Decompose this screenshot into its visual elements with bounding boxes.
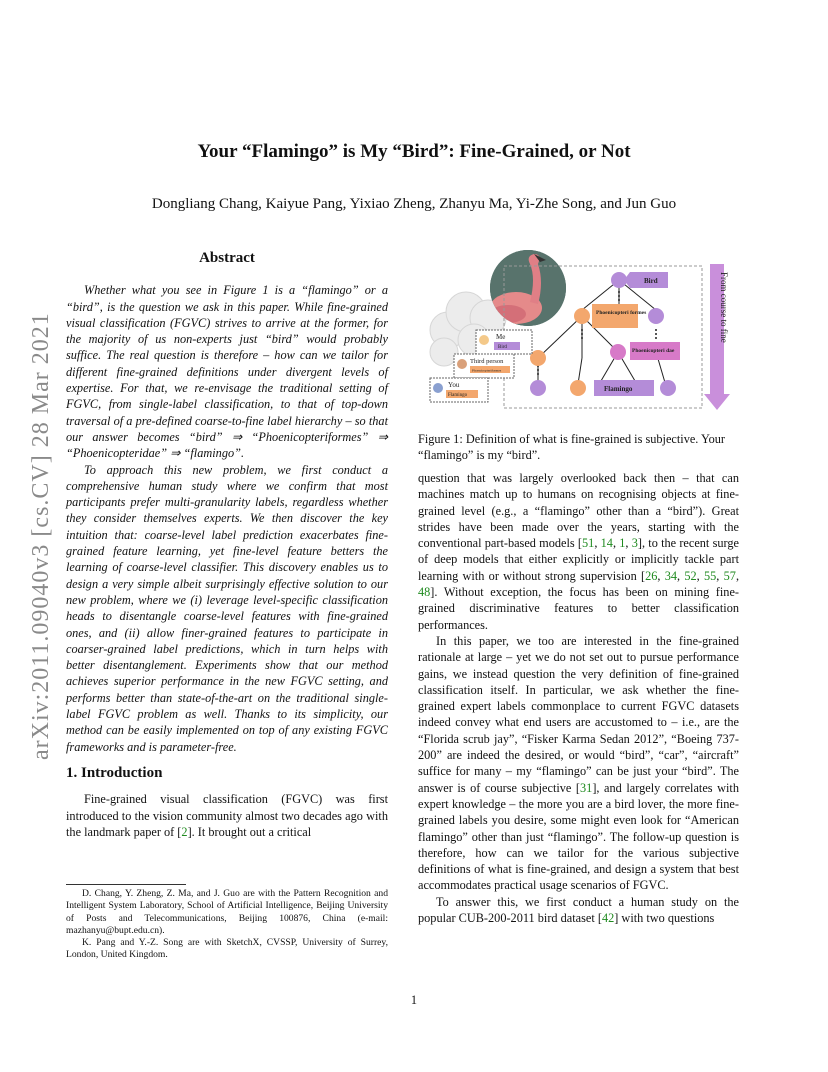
citation-link[interactable]: 34 — [664, 568, 678, 583]
citation-link[interactable]: 52 — [684, 568, 697, 583]
citation-link[interactable]: 1 — [619, 536, 626, 551]
footnote-divider — [66, 884, 186, 885]
right-paragraph-3 — [418, 894, 739, 927]
paper-title: Your “Flamingo” is My “Bird”: Fine-Grained, or Not — [197, 141, 631, 162]
footnote-affiliation-1: D. Chang, Y. Zheng, Z. Ma, and J. Guo are with the Pattern Recognition and Intelligent System Laboratory, School of Artificial Intelligence, Beijing University of Posts and Telecommunications, Beijing 100876, China (e-mail: mazhanyu@bupt.edu.cn). — [66, 888, 388, 936]
node-leaf-4 — [660, 380, 676, 396]
right-paragraph-2 — [418, 633, 739, 894]
label-order-tag — [592, 304, 638, 328]
coarse-to-fine-arrow — [704, 264, 730, 410]
label-phoenicopteriformes: Phoenicopteri formes — [596, 310, 647, 316]
persona-you: You — [448, 381, 460, 389]
footnotes — [66, 888, 388, 962]
citation-link[interactable]: 26 — [645, 568, 658, 583]
citation-link[interactable]: 48 — [418, 585, 431, 600]
intro-text: Fine-grained visual classification (FGVC) was first introduced to the vision community almost two decades ago with the landmark paper of [ — [66, 792, 388, 839]
intro-text: ]. It brought out a critical — [187, 824, 312, 839]
label-phoenicopteridae: Phoenicopteri dae — [632, 348, 675, 354]
arxiv-identifier-stamp — [18, 280, 58, 760]
body-text: In this paper, we too are interested in the fine-grained rationale at large – yet we do not set out to pursue performance gains, we instead question the very definition of fine-grained classification itself. In particular, we ask whether the fine-grained expert labels commonplace to current FGVC datasets indeed convey what end users are accustomed to – i.e., are the “Florida scrub jay”, “Fisker Karma Sedan 2012”, “Boeing 737-200” are indeed the desired, or would “bird”, “car”, “aircraft” suffice for many – my “flamingo” can be just your “bird”. The answer is of course subjective [ — [418, 633, 739, 795]
right-column — [418, 470, 739, 926]
citation-link[interactable]: 57 — [723, 568, 736, 583]
body-text: ] with two questions — [614, 911, 715, 926]
person-avatar-icon — [479, 335, 489, 345]
citation-link[interactable]: 42 — [601, 911, 615, 926]
axis-label: From course to fine — [719, 272, 729, 343]
citation-link[interactable]: 51 — [582, 536, 595, 551]
persona-me: Me — [496, 333, 506, 341]
persona-third-answer: Phoenicopteriformes — [472, 368, 502, 373]
node-leaf-1 — [530, 380, 546, 396]
figure-1-hierarchy-diagram — [418, 248, 740, 428]
body-text: ], and largely correlates with expert knowledge – the more you are a bird lover, the more fine-grained labels you desire, some might even look for “American flamingo” other than just “flamingo”. The follow-up question is therefore, how can we tailor for the various subjective definitions of what is fine-grained, and design a system that best accommodates practical usage scenarios of FGVC. — [418, 780, 739, 893]
body-text: To answer this, we first conduct a human study on the popular CUB-200-2011 bird dataset [ — [418, 894, 739, 926]
label-flamingo: Flamingo — [604, 385, 633, 393]
author-list: Dongliang Chang, Kaiyue Pang, Yixiao Zheng, Zhanyu Ma, Yi-Zhe Song, and Jun Guo — [151, 196, 677, 212]
intro-paragraph-1 — [66, 791, 388, 840]
arxiv-id-text: arXiv:2011.09040v3 [cs.CV] 28 Mar 2021 — [28, 312, 54, 760]
citation-link[interactable]: 31 — [580, 780, 593, 795]
node-phoenicopteriformes — [574, 308, 590, 324]
persona-me-answer: Bird — [498, 345, 507, 350]
person-avatar-icon — [457, 359, 467, 369]
abstract-paragraph-2: To approach this new problem, we first conduct a comprehensive human study where we confirm that most participants prefer multi-granularity labels, regardless whether they consider themselves experts. We then discover the key intuition that: coarse-level label prediction exacerbates fine-grained feature learning, yet fine-level feature betters the learning of coarse-level classifier. This discovery enables us to design a very simple albeit surprisingly effective solution to our new problem, where we (i) leverage level-specific classification heads to disentangle coarse-level features with fine-grained ones, and (ii) allow finer-grained features to participate in coarser-grained label predictions, which in turn helps with better disentanglement. Experiments show that our method achieves superior performance in the new FGVC setting, and performs better than state-of-the-art on the traditional single-label FGVC problem as well. Thanks to its simplicity, our method can be easily implemented on top of any existing FGVC frameworks and is parameter-free. — [66, 462, 388, 754]
node-sibling-order — [648, 308, 664, 324]
figure-1-caption: Figure 1: Definition of what is fine-grained is subjective. Your “flamingo” is my “bird”. — [418, 432, 726, 463]
body-text: question that was largely overlooked back then – that can machines match up to humans on recognising objects at fine-grained level (e.g., a “flamingo” other than a “bird”). Great strides have been made over the years, starting with the conventional part-based models [ — [418, 471, 739, 551]
introduction-heading: 1. Introduction — [66, 764, 163, 781]
right-paragraph-1: question that was largely overlooked back then – that can machines match up to humans on recognising objects at fine-grained level (e.g., a “flamingo” other than a “bird”). Great strides have been made over the years, starting with the conventional part-based models [51, 14, 1, 3], to the recent surge of deep models that either explicitly or implicitly tackle part learning with or without strong supervision [26, 34, 52, 55, 57, 48]. Without exception, the focus has been on mining fine-grained discriminative features to better classification performances. — [418, 471, 740, 632]
persona-you-answer: Flamingo — [448, 393, 468, 398]
citation-link[interactable]: 55 — [704, 568, 717, 583]
citation-link[interactable]: 3 — [631, 536, 638, 551]
body-text: ], to the recent surge of deep models that either explicitly or implicitly tackle part learning with or without strong supervision [ — [418, 536, 739, 583]
label-bird: Bird — [644, 277, 658, 285]
abstract-paragraph-1: Whether what you see in Figure 1 is a “flamingo” or a “bird”, is the question we ask in this paper. While fine-grained visual classification (FGVC) strives to arrive at the former, for the majority of us non-experts just “bird” would probably suffice. The real question is therefore – how can we tailor for different fine-grained definitions under divergent levels of expertise. For that, we re-envisage the traditional setting of FGVC, from single-label classification, to that of top-down traversal of a pre-defined coarse-to-fine label hierarchy – so that our answer becomes “bird” ⇒ “Phoenicopteriformes” ⇒ “Phoenicopteridae” ⇒ “flamingo”. — [66, 283, 388, 461]
body-text: ]. Without exception, the focus has been on mining fine-grained discriminative features to better classification performances. — [418, 585, 739, 632]
citation-link[interactable]: 2 — [181, 824, 188, 839]
citation-link[interactable]: 14 — [600, 536, 613, 551]
footnote-affiliation-2: K. Pang and Y.-Z. Song are with SketchX, CVSSP, University of Surrey, London, United Kingdom. — [66, 937, 388, 961]
persona-third: Third person — [470, 358, 504, 365]
person-avatar-icon — [433, 383, 443, 393]
page-number: 1 — [410, 993, 418, 1007]
node-phoenicopteridae — [610, 344, 626, 360]
left-column — [66, 250, 388, 840]
node-flamingo — [570, 380, 586, 396]
abstract-heading: Abstract — [199, 250, 255, 266]
